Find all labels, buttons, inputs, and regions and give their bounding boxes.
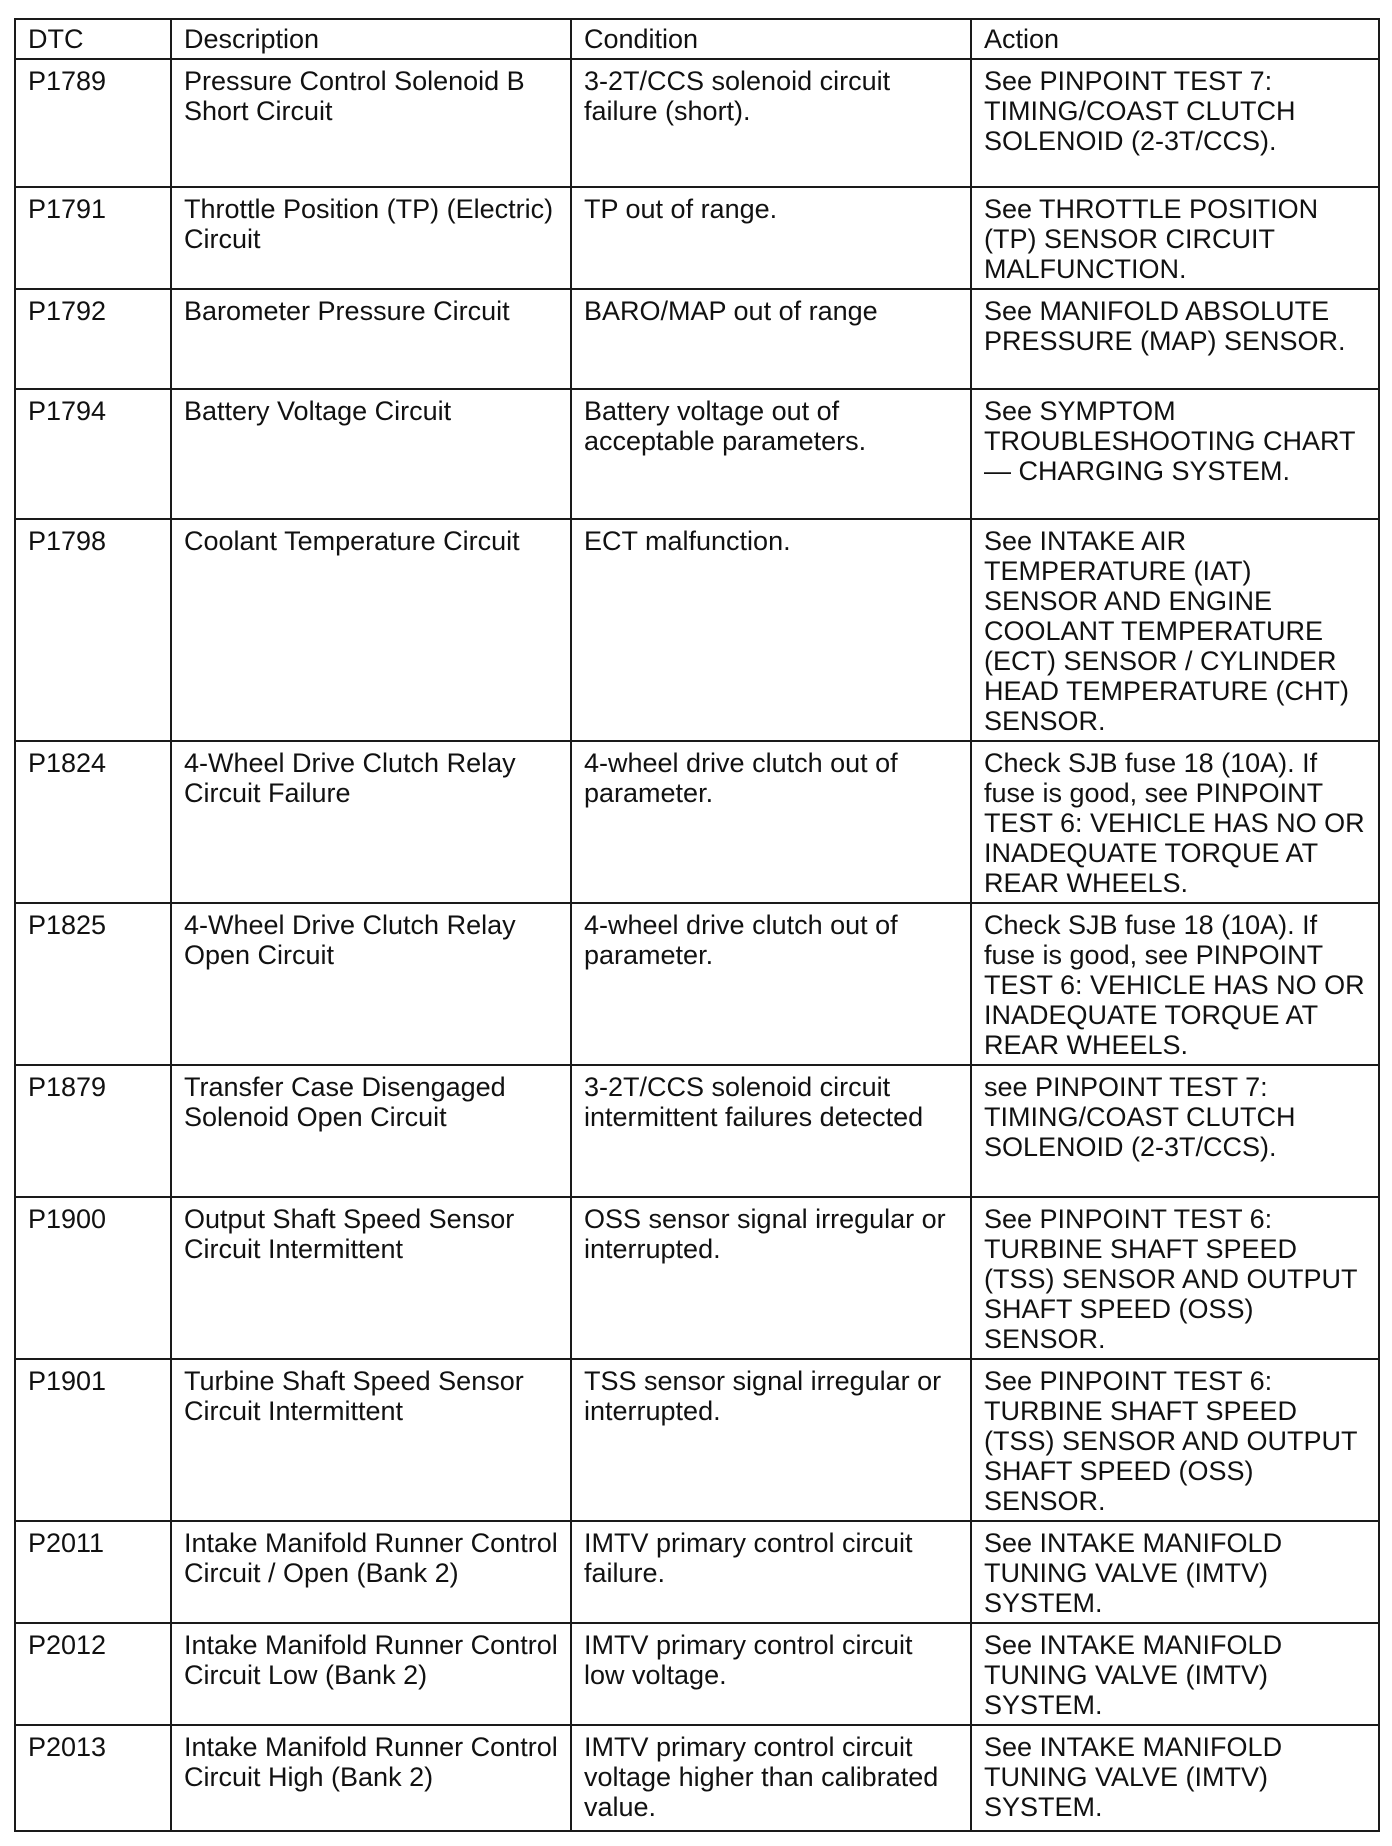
condition-cell: 4-wheel drive clutch out of parameter.	[571, 741, 971, 903]
condition-cell: TSS sensor signal irregular or interrupted.	[571, 1359, 971, 1521]
dtc-code-cell: P1792	[15, 289, 171, 389]
dtc-code-cell: P1791	[15, 187, 171, 289]
description-cell: Throttle Position (TP) (Electric) Circuit	[171, 187, 571, 289]
header-action: Action	[971, 19, 1379, 59]
dtc-code-cell: P1794	[15, 389, 171, 519]
action-cell: Check SJB fuse 18 (10A). If fuse is good, see PINPOINT TEST 6: VEHICLE HAS NO OR INADEQUATE TORQUE AT REAR WHEELS.	[971, 903, 1379, 1065]
dtc-code-cell: P1879	[15, 1065, 171, 1197]
description-cell: Barometer Pressure Circuit	[171, 289, 571, 389]
description-cell: Intake Manifold Runner Control Circuit / Open (Bank 2)	[171, 1521, 571, 1623]
action-cell: See PINPOINT TEST 6: TURBINE SHAFT SPEED (TSS) SENSOR AND OUTPUT SHAFT SPEED (OSS) SENSOR.	[971, 1197, 1379, 1359]
condition-cell: 4-wheel drive clutch out of parameter.	[571, 903, 971, 1065]
dtc-code-cell: P2012	[15, 1623, 171, 1725]
dtc-code-cell: P1789	[15, 59, 171, 187]
table-row	[15, 1521, 1379, 1623]
action-cell: See INTAKE MANIFOLD TUNING VALVE (IMTV) SYSTEM.	[971, 1725, 1379, 1831]
table-row	[15, 1359, 1379, 1521]
condition-cell: TP out of range.	[571, 187, 971, 289]
dtc-code-cell: P1900	[15, 1197, 171, 1359]
table-row	[15, 1623, 1379, 1725]
condition-cell: BARO/MAP out of range	[571, 289, 971, 389]
action-cell: see PINPOINT TEST 7: TIMING/COAST CLUTCH SOLENOID (2-3T/CCS).	[971, 1065, 1379, 1197]
dtc-code-cell: P2011	[15, 1521, 171, 1623]
description-cell: 4-Wheel Drive Clutch Relay Open Circuit	[171, 903, 571, 1065]
table-row	[15, 741, 1379, 903]
action-cell: Check SJB fuse 18 (10A). If fuse is good, see PINPOINT TEST 6: VEHICLE HAS NO OR INADEQUATE TORQUE AT REAR WHEELS.	[971, 741, 1379, 903]
dtc-code-cell: P1798	[15, 519, 171, 741]
condition-cell: 3-2T/CCS solenoid circuit failure (short).	[571, 59, 971, 187]
condition-cell: IMTV primary control circuit failure.	[571, 1521, 971, 1623]
action-cell: See INTAKE MANIFOLD TUNING VALVE (IMTV) SYSTEM.	[971, 1623, 1379, 1725]
dtc-code-cell: P1825	[15, 903, 171, 1065]
description-cell: Intake Manifold Runner Control Circuit High (Bank 2)	[171, 1725, 571, 1831]
table-row	[15, 59, 1379, 187]
description-cell: Coolant Temperature Circuit	[171, 519, 571, 741]
dtc-code-cell: P1901	[15, 1359, 171, 1521]
table-row	[15, 289, 1379, 389]
action-cell: See PINPOINT TEST 7: TIMING/COAST CLUTCH SOLENOID (2-3T/CCS).	[971, 59, 1379, 187]
description-cell: Pressure Control Solenoid B Short Circuit	[171, 59, 571, 187]
condition-cell: ECT malfunction.	[571, 519, 971, 741]
action-cell: See SYMPTOM TROUBLESHOOTING CHART — CHARGING SYSTEM.	[971, 389, 1379, 519]
description-cell: Output Shaft Speed Sensor Circuit Intermittent	[171, 1197, 571, 1359]
dtc-code-cell: P1824	[15, 741, 171, 903]
table-row	[15, 1725, 1379, 1831]
description-cell: Turbine Shaft Speed Sensor Circuit Intermittent	[171, 1359, 571, 1521]
table-row	[15, 1065, 1379, 1197]
header-row	[15, 19, 1379, 59]
action-cell: See INTAKE AIR TEMPERATURE (IAT) SENSOR AND ENGINE COOLANT TEMPERATURE (ECT) SENSOR / CYLINDER HEAD TEMPERATURE (CHT) SENSOR.	[971, 519, 1379, 741]
table-row	[15, 519, 1379, 741]
condition-cell: Battery voltage out of acceptable parameters.	[571, 389, 971, 519]
document-page	[14, 18, 1378, 1826]
table-row	[15, 187, 1379, 289]
condition-cell: OSS sensor signal irregular or interrupted.	[571, 1197, 971, 1359]
description-cell: Intake Manifold Runner Control Circuit Low (Bank 2)	[171, 1623, 571, 1725]
action-cell: See THROTTLE POSITION (TP) SENSOR CIRCUIT MALFUNCTION.	[971, 187, 1379, 289]
description-cell: Battery Voltage Circuit	[171, 389, 571, 519]
description-cell: Transfer Case Disengaged Solenoid Open Circuit	[171, 1065, 571, 1197]
action-cell: See INTAKE MANIFOLD TUNING VALVE (IMTV) SYSTEM.	[971, 1521, 1379, 1623]
dtc-code-cell: P2013	[15, 1725, 171, 1831]
condition-cell: 3-2T/CCS solenoid circuit intermittent failures detected	[571, 1065, 971, 1197]
header-dtc: DTC	[15, 19, 171, 59]
action-cell: See PINPOINT TEST 6: TURBINE SHAFT SPEED (TSS) SENSOR AND OUTPUT SHAFT SPEED (OSS) SENSOR.	[971, 1359, 1379, 1521]
table-row	[15, 389, 1379, 519]
action-cell: See MANIFOLD ABSOLUTE PRESSURE (MAP) SENSOR.	[971, 289, 1379, 389]
header-condition: Condition	[571, 19, 971, 59]
header-description: Description	[171, 19, 571, 59]
table-row	[15, 903, 1379, 1065]
condition-cell: IMTV primary control circuit low voltage.	[571, 1623, 971, 1725]
description-cell: 4-Wheel Drive Clutch Relay Circuit Failure	[171, 741, 571, 903]
dtc-table	[14, 18, 1380, 1832]
table-row	[15, 1197, 1379, 1359]
condition-cell: IMTV primary control circuit voltage higher than calibrated value.	[571, 1725, 971, 1831]
